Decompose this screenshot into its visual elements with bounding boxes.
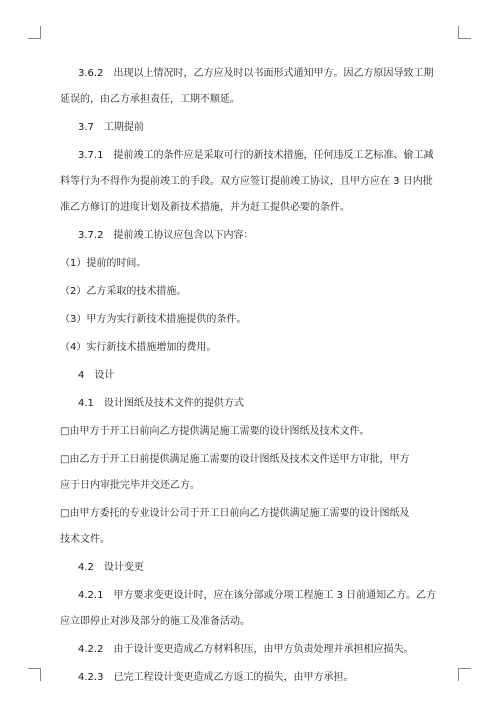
paragraph-line: 3.7.2 提前竣工协议应包含以下内容： [78, 230, 254, 241]
list-item: （3）甲方为实行新技术措施提供的条件。 [60, 314, 247, 325]
paragraph-line: 3.6.2 出现以上情况时，乙方应及时以书面形式通知甲方。因乙方原因导致工期 [78, 68, 434, 79]
paragraph-line: 延误的，由乙方承担责任，工期不顺延。 [60, 94, 240, 105]
crop-mark-top-left [28, 26, 41, 39]
option-line: □由甲方于开工日前向乙方提供满足施工需要的设计图纸及技术文件。 [60, 426, 370, 437]
paragraph-line: 料等行为不得作为提前竣工的手段。双方应签订提前竣工协议，且甲方应在 3 日内批 [60, 176, 433, 187]
paragraph-line: 4.2.3 已完工程设计变更造成乙方返工的损失，由甲方承担。 [78, 672, 354, 683]
list-item: （2）乙方采取的技术措施。 [60, 286, 187, 297]
crop-mark-top-right [458, 26, 471, 39]
section-heading: 4 设计 [78, 370, 115, 381]
paragraph-line: 准乙方修订的进度计划及新技术措施，并为赶工提供必要的条件。 [60, 202, 350, 213]
option-line: □由乙方于开工日前提供满足施工需要的设计图纸及技术文件送甲方审批，甲方 [60, 454, 410, 465]
section-heading: 3.7 工期提前 [78, 122, 144, 133]
paragraph-line: 应立即停止对涉及部分的施工及准备活动。 [60, 616, 250, 627]
paragraph-line: 技术文件。 [60, 534, 110, 545]
paragraph-line: 应于日内审批完毕并交还乙方。 [60, 480, 200, 491]
paragraph-line: 4.2.1 甲方要求变更设计时，应在该分部或分项工程施工 3 日前通知乙方。乙方 [78, 590, 437, 601]
paragraph-line: 3.7.1 提前竣工的条件应是采取可行的新技术措施，任何违反工艺标准、偷工减 [78, 150, 434, 161]
page-body [60, 68, 446, 683]
paragraph-line: 4.2.2 由于设计变更造成乙方材料积压，由甲方负责处理并承担相应损失。 [78, 644, 414, 655]
option-line: □由甲方委托的专业设计公司于开工日前向乙方提供满足施工需要的设计图纸及 [60, 508, 410, 519]
crop-mark-bottom-left [28, 668, 41, 681]
section-heading: 4.1 设计图纸及技术文件的提供方式 [78, 398, 244, 409]
list-item: （1）提前的时间。 [60, 258, 147, 269]
section-heading: 4.2 设计变更 [78, 562, 144, 573]
list-item: （4）实行新技术措施增加的费用。 [60, 342, 217, 353]
